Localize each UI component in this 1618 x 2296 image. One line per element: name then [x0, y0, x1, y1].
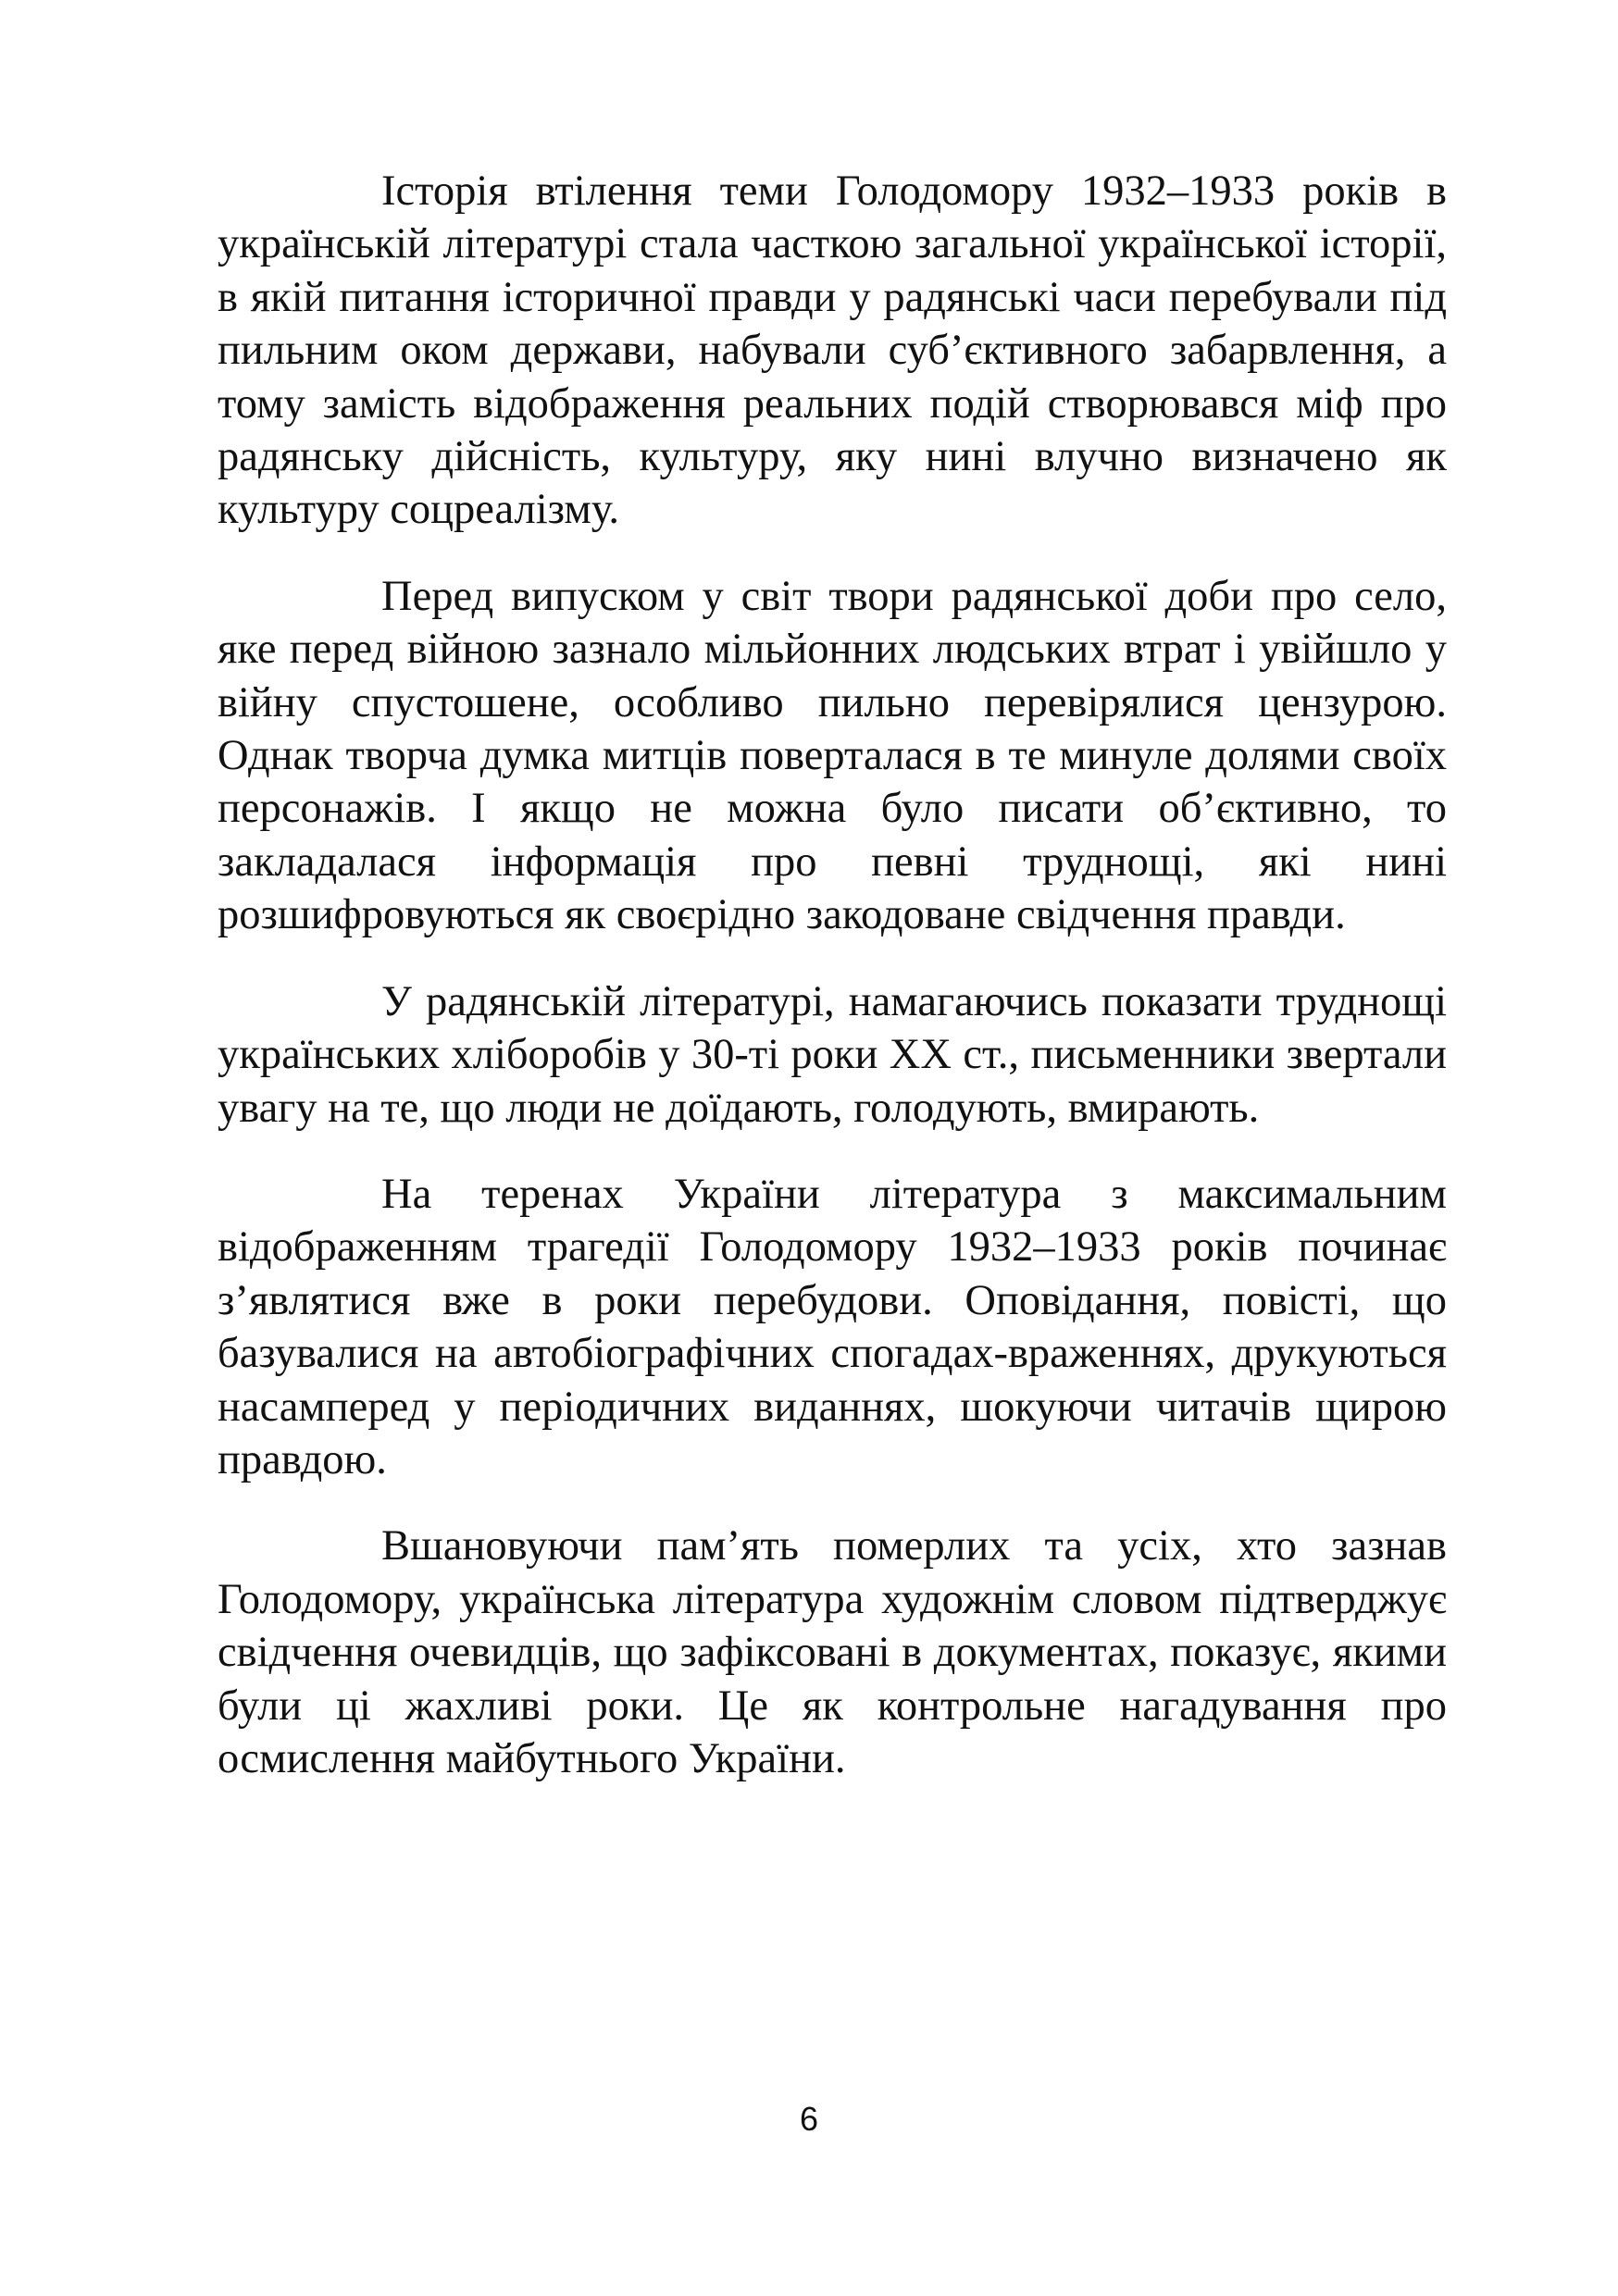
page-number: 6 — [799, 2100, 819, 2138]
paragraph-4: На теренах України література з максимальним відображенням трагедії Голодомору 1932–1933 років починає з’являтися вже в роки перебудови. Оповідання, повісті, що базувалися на автобіографічних спогадах-враженнях, друкуються насамперед у періодичних виданнях, шокуючи читачів щирою правдою. — [218, 1170, 1447, 1483]
paragraph-1: Історія втілення теми Голодомору 1932–1933 років в українській літературі стала часткою загальної української історії, в якій питання історичної правди у радянські часи перебували під пильним оком держави, набували суб’єктивного забарвлення, а тому замість відображення реальних подій створювався міф про радянську дійсність, культуру, яку нині влучно визначено як культуру соцреалізму. — [218, 168, 1447, 534]
body-text — [218, 165, 1447, 1785]
paragraph-2: Перед випуском у світ твори радянської доби про село, яке перед війною зазнало мільйонних людських втрат і увійшло у війну спустошене, особливо пильно перевірялися цензурою. Однак творча думка митців поверталася в те минуле долями своїх персонажів. І якщо не можна було писати об’єктивно, то закладалася інформація про певні труднощі, які нині розшифровуються як своєрідно закодоване свідчення правди. — [218, 572, 1447, 939]
paragraph-3: У радянській літературі, намагаючись показати труднощі українських хліборобів у 30-ті роки ХХ ст., письменники звертали увагу на те, що люди не доїдають, голодують, вмирають. — [218, 977, 1447, 1132]
paragraph-5: Вшановуючи пам’ять померлих та усіх, хто зазнав Голодомору, українська література художнім словом підтверджує свідчення очевидців, що зафіксовані в документах, показує, якими були ці жахливі роки. Це як контрольне нагадування про осмислення майбутнього України. — [218, 1522, 1447, 1782]
